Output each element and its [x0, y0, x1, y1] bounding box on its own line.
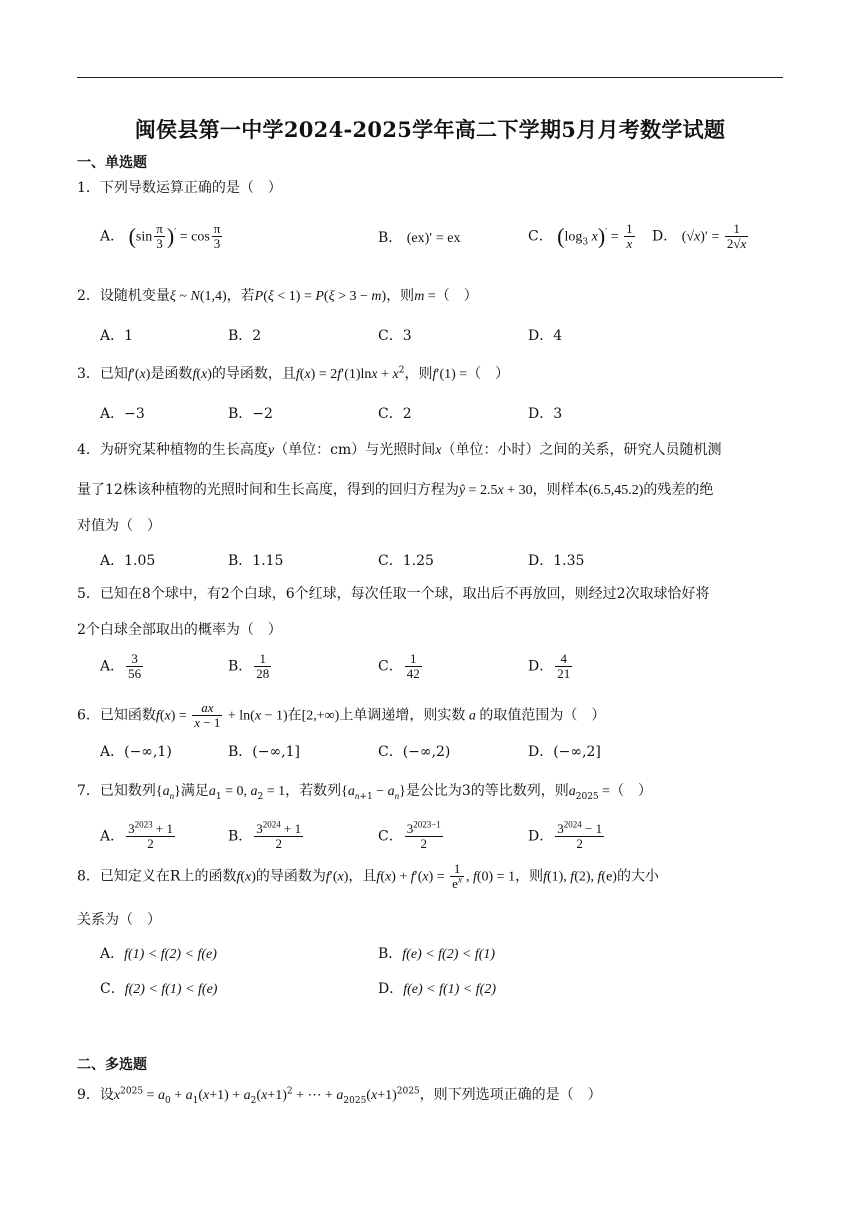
q1-option-a: A． (sin $\frac{\pi}{3}$ )′ = cos $\frac{\pi}{3}$ — [100, 221, 221, 251]
q6-option-a: A．(−∞,1) — [100, 744, 172, 760]
question-6-stem: 6．已知函数f(x) = $\frac{ax}{x - 1}$ + ln(x − 1)在[2,+∞)上单调递增，则实数 a 的取值范围为（ ） — [77, 700, 606, 730]
q4-option-b: B．1.15 — [228, 553, 284, 569]
q4-option-d: D．1.35 — [528, 553, 585, 569]
section-heading-single: 一、单选题 — [77, 155, 147, 171]
q5-option-d: D． $\frac{4}{21}$ — [528, 651, 571, 681]
q4-option-c: C．1.25 — [378, 553, 434, 569]
question-4-line-1: 4．为研究某种植物的生长高度y（单位：cm）与光照时间x（单位：小时）之间的关系，研究人员随机测 — [77, 442, 722, 458]
q3-option-b: B．−2 — [228, 406, 273, 422]
question-5-line-1: 5．已知在8个球中，有2个白球，6个红球，每次任取一个球，取出后不再放回，则经过2次取球恰好将 — [77, 586, 710, 602]
q6-option-d: D．(−∞,2] — [528, 744, 601, 760]
question-4-line-3: 对值为（ ） — [77, 518, 161, 534]
question-7-stem: 7．已知数列$\{a_n\}$满足$a_1 = 0$, $a_2 = 1$，若数列$\{a_{n+1} - a_n\}$是公比为3的等比数列，则$a_{2025}$ =（ ） — [77, 783, 653, 802]
q8-option-d: D．f(e) < f(1) < f(2) — [378, 981, 496, 997]
q2-option-c: C．3 — [378, 328, 412, 344]
section-heading-multi: 二、多选题 — [77, 1057, 147, 1073]
question-2-stem: 2．设随机变量ξ ~ N(1,4)，若P(ξ < 1) = P(ξ > 3 − m)，则m =（ ） — [77, 288, 478, 304]
q7-option-a: A． $\frac{3^{2023} + 1}{2}$ — [100, 819, 173, 851]
q1-option-b: B． (ex)′ = ex — [378, 230, 461, 246]
q8-option-a: A．f(1) < f(2) < f(e) — [100, 946, 217, 962]
question-8-line-1: 8．已知定义在R上的函数f(x)的导函数为f′(x)，且f(x) + f′(x) = $\frac{1}{e^x}$ , f(0) = 1，则f(1), f(2), f(e)的大小 — [77, 861, 659, 891]
q5-option-b: B． $\frac{1}{28}$ — [228, 651, 270, 681]
q2-option-d: D．4 — [528, 328, 563, 344]
q6-option-b: B．(−∞,1] — [228, 744, 300, 760]
q4-option-a: A．1.05 — [100, 553, 156, 569]
q3-option-c: C．2 — [378, 406, 412, 422]
page-title: 闽侯县第一中学2024-2025学年高二下学期5月月考数学试题 — [134, 117, 726, 142]
q5-option-c: C． $\frac{1}{42}$ — [378, 651, 420, 681]
q2-option-b: B．2 — [228, 328, 262, 344]
question-5-line-2: 2个白球全部取出的概率为（ ） — [77, 622, 282, 638]
question-1-stem: 1．下列导数运算正确的是（ ） — [77, 180, 282, 196]
q8-option-b: B．f(e) < f(2) < f(1) — [378, 946, 496, 962]
q3-option-a: A．−3 — [100, 406, 145, 422]
q1-option-d: D． (√x)′ = $\frac{1}{2√x}$ — [652, 221, 747, 251]
q6-option-c: C．(−∞,2) — [378, 744, 451, 760]
header-rule — [77, 77, 783, 78]
question-9-stem: 9．设$x^{2025} = a_0 + a_1(x+1) + a_2(x+1)^2$ + ⋯ + $a_{2025}(x+1)^{2025}$，则下列选项正确的是（ ） — [77, 1086, 602, 1106]
question-4-line-2: 量了12株该种植物的光照时间和生长高度，得到的回归方程为ŷ = 2.5x + 30，则样本(6.5,45.2)的残差的绝 — [77, 482, 714, 498]
q3-option-d: D．3 — [528, 406, 563, 422]
question-8-line-2: 关系为（ ） — [77, 912, 161, 928]
q7-option-c: C． $\frac{3^{2023-1}}{2}$ — [378, 819, 441, 851]
q1-option-c: C． ($\log_3$ x)′ = $\frac{1}{x}$ — [528, 221, 633, 251]
q7-option-d: D． $\frac{3^{2024} - 1}{2}$ — [528, 819, 603, 851]
q8-option-c: C．f(2) < f(1) < f(e) — [100, 981, 218, 997]
question-3-stem: 3．已知f′(x)是函数f(x)的导函数，且$f(x) = 2f'(1)\ln x + x^2$，则f′(1) =（ ） — [77, 365, 510, 382]
q5-option-a: A． $\frac{3}{56}$ — [100, 651, 142, 681]
q7-option-b: B． $\frac{3^{2024} + 1}{2}$ — [228, 819, 302, 851]
q2-option-a: A．1 — [100, 328, 134, 344]
